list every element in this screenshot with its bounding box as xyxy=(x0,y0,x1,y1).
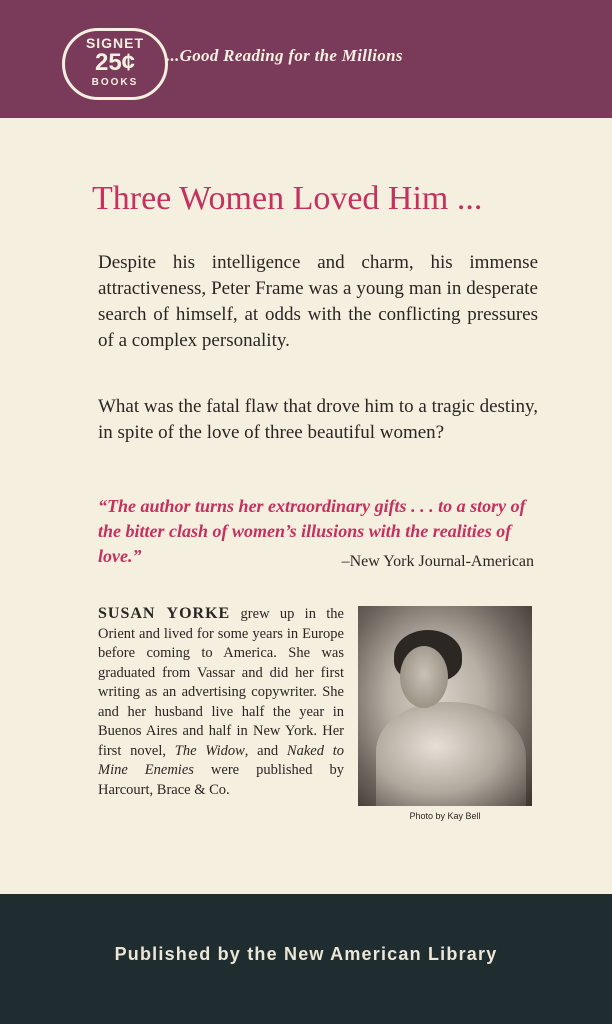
photo-face-shape xyxy=(400,646,448,708)
bio-text-2: , and xyxy=(244,742,287,759)
logo-line-1: SIGNET xyxy=(85,35,145,51)
logo-price: 25¢ xyxy=(94,49,136,76)
publisher-line: Published by the New American Library xyxy=(114,944,498,964)
bio-text-1: grew up in the Orient and lived for some years in Europe before coming to America. She was graduated from Vassar and did her first writing as an advertising copywriter. She and her husband live half the year in Buenos Aires and half in New York. Her first novel, xyxy=(98,606,344,759)
headline: Three Women Loved Him ... xyxy=(92,180,483,217)
description-paragraph-2: What was the fatal flaw that drove him to a tragic destiny, in spite of the love of three beautiful women? xyxy=(98,396,538,443)
author-bio xyxy=(98,604,344,800)
description-paragraph-1: Despite his intelligence and charm, his immense attractiveness, Peter Frame was a young man in desperate search of himself, at odds with the conflicting pressures of a complex personality. xyxy=(98,252,538,351)
top-band xyxy=(0,0,612,118)
book-title-2: Naked to Mine Enemies xyxy=(98,742,345,778)
signet-logo xyxy=(62,28,168,100)
bio-text-3: were published by Harcourt, Brace & Co. xyxy=(98,762,344,798)
tagline: ...Good Reading for the Millions xyxy=(166,46,403,65)
book-title-1: The Widow xyxy=(174,742,245,759)
photo-credit: Photo by Kay Bell xyxy=(409,811,481,821)
quote-attribution: –New York Journal-American xyxy=(341,553,534,570)
review-quote: “The author turns her extraordinary gifts . . . to a story of the bitter clash of women’s illusions with the realities of love.” xyxy=(98,496,526,566)
author-name: SUSAN YORKE xyxy=(98,605,231,622)
logo-line-3: BOOKS xyxy=(91,77,139,88)
author-photo xyxy=(358,606,532,806)
photo-fur-shape xyxy=(376,702,526,806)
